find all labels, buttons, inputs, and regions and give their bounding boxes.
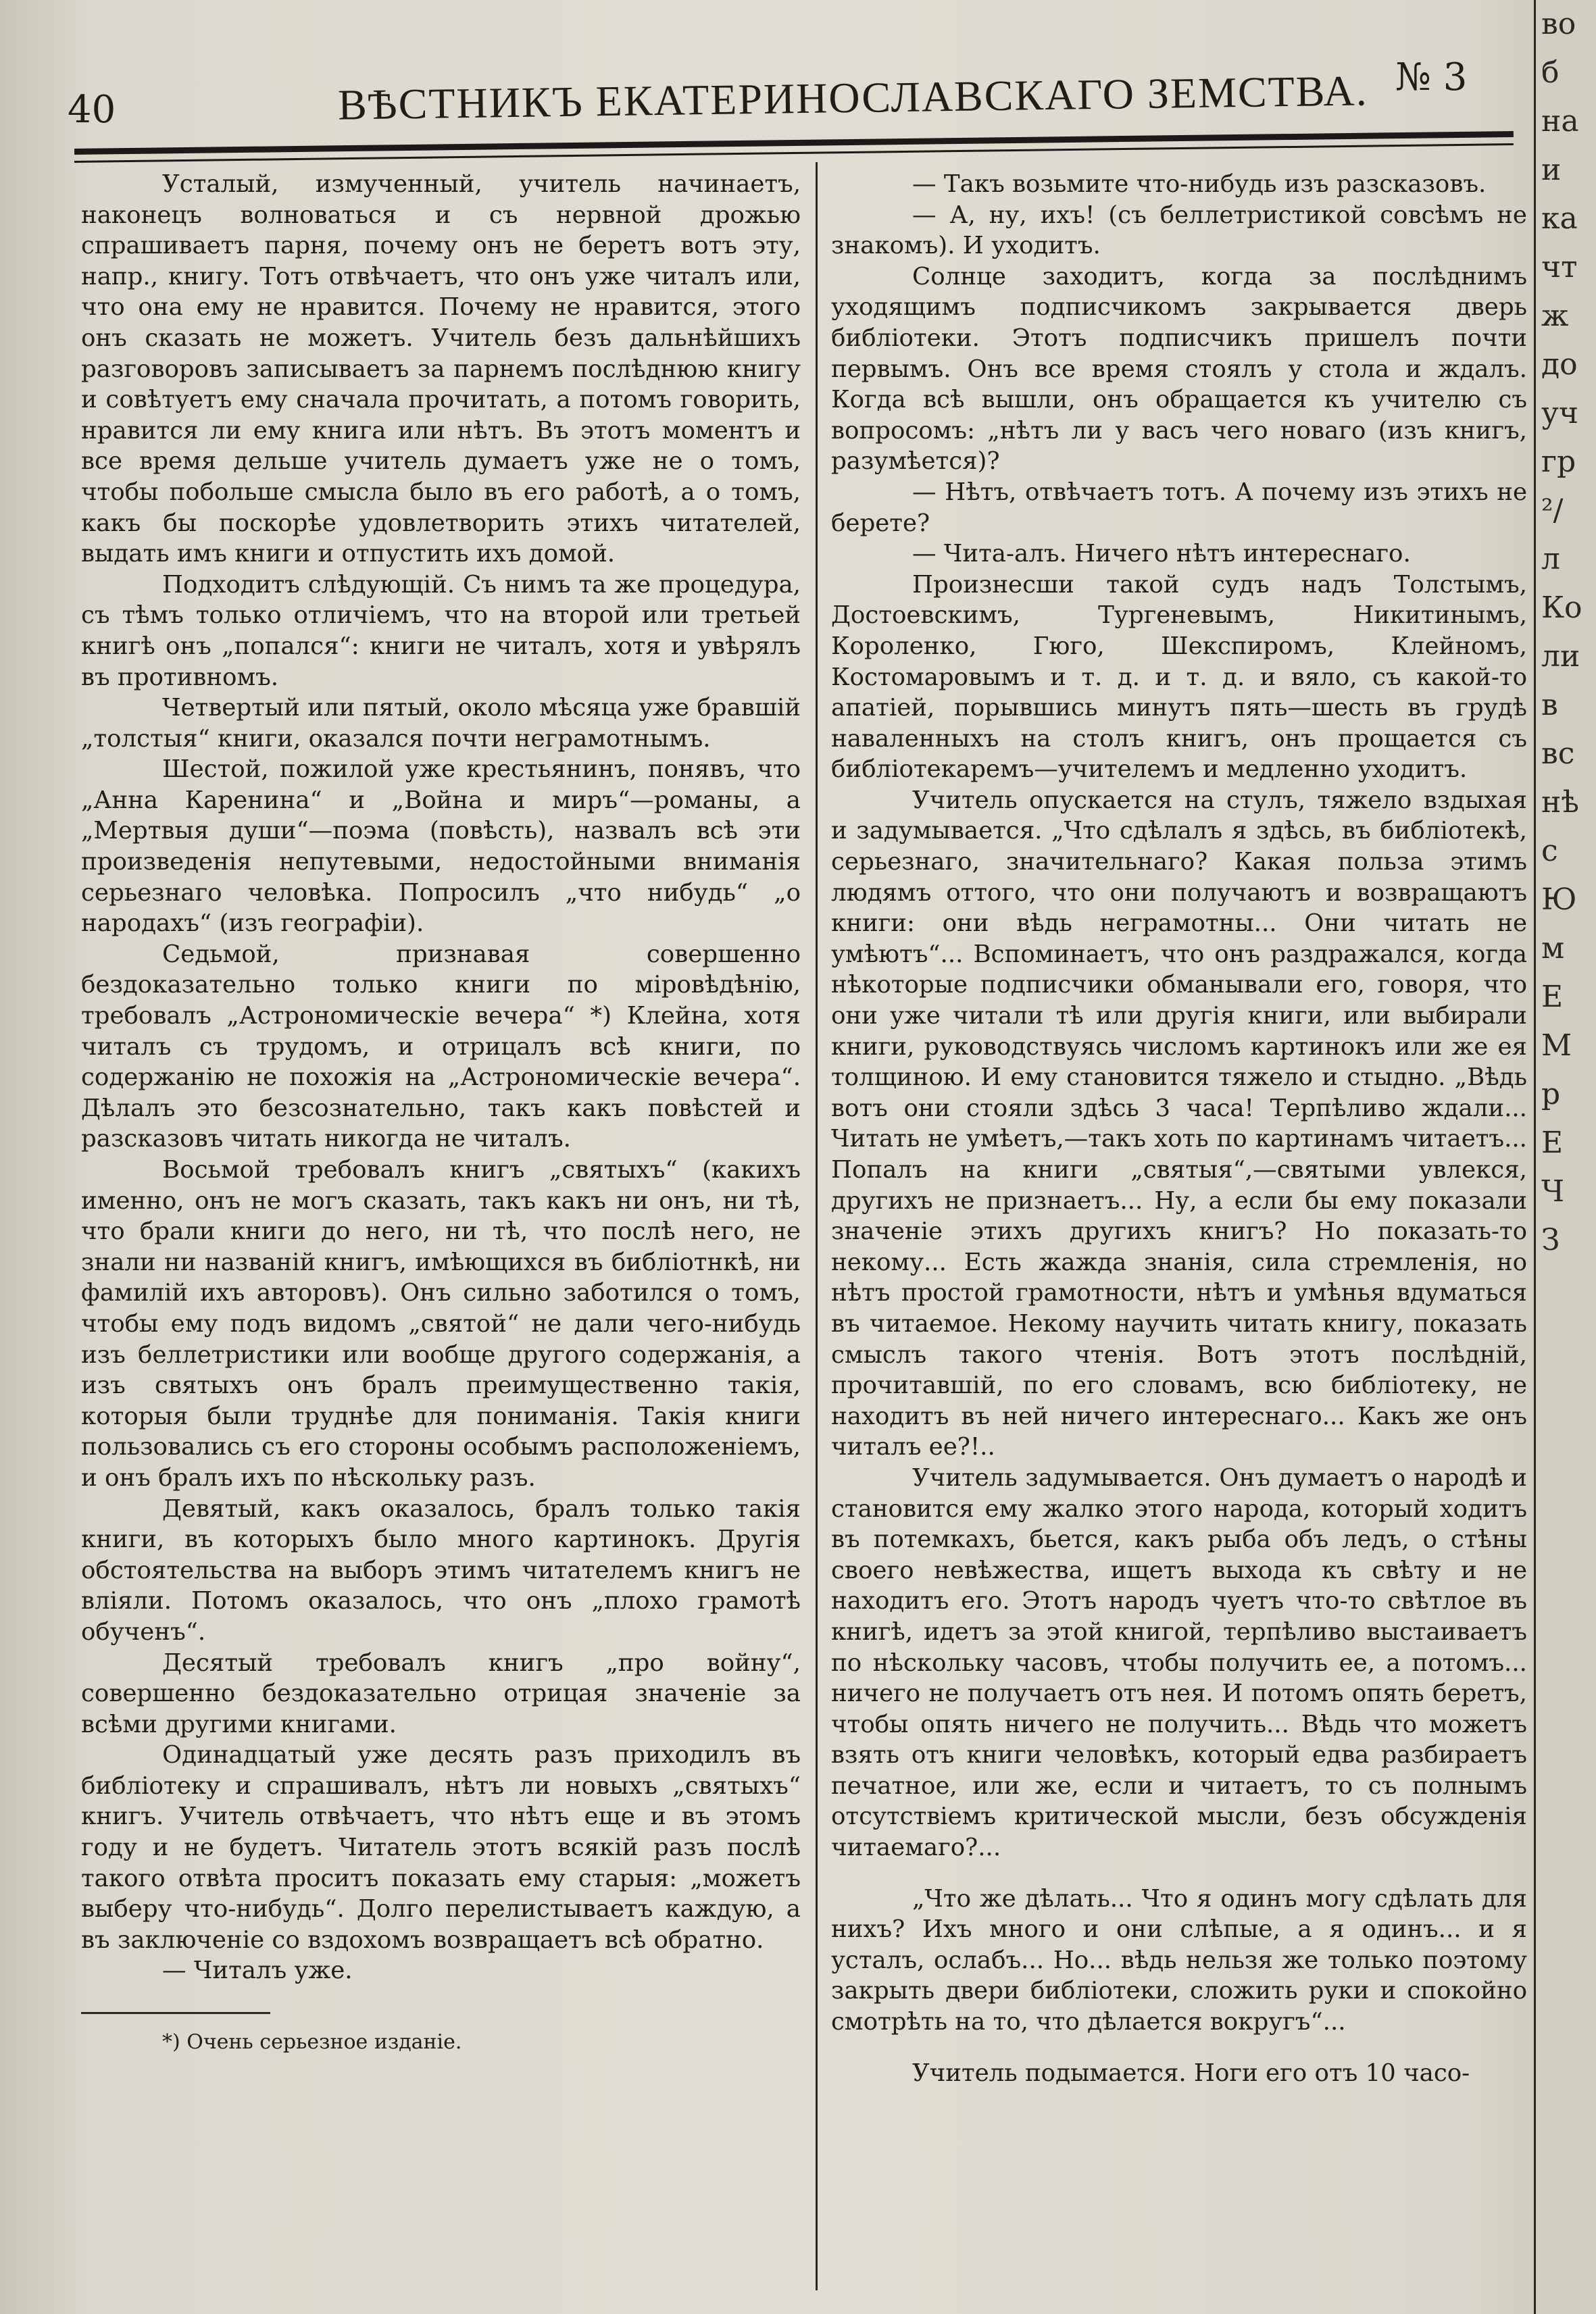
edge-fragment: Е [1541, 980, 1564, 1014]
paragraph-gap [831, 1863, 1527, 1884]
edge-fragment: до [1541, 347, 1578, 382]
paragraph: Солнце заходитъ, когда за послѣднимъ уходящимъ подписчикомъ закрывается дверь библіотеки. Этотъ подписчикъ пришелъ почти первымъ. Онъ все время стоялъ у стола и ждалъ. Когда всѣ вышли, онъ обращается къ учителю съ вопросомъ: „нѣтъ ли у васъ чего новаго (изъ книгъ, разумѣется)? [831, 262, 1527, 476]
issue-number: № 3 [1395, 55, 1468, 99]
edge-fragment: р [1541, 1077, 1561, 1111]
edge-fragment: ж [1541, 299, 1569, 333]
edge-fragment: в [1541, 688, 1558, 722]
edge-fragment: чт [1541, 250, 1578, 284]
edge-fragment: Ч [1541, 1174, 1565, 1209]
closing-reply: — Читалъ уже. [162, 1957, 353, 1985]
paragraph: Восьмой требовалъ книгъ „святыхъ“ (какихъ именно, онъ не могъ сказать, такъ какъ ни онъ, ни тѣ, что брали книги до него, ни тѣ, что послѣ него, не знали ни названій книгъ, имѣющихся въ библіотнкѣ, ни фамилій ихъ авторовъ). Онъ сильно заботился о томъ, чтобы ему подъ видомъ „святой“ не дали чего-нибудь изъ беллетристики или вообще другого содержанія, а изъ святыхъ онъ бралъ преимущественно такія, которыя были труднѣе для пониманія. Такія книги пользовались съ его стороны особымъ расположеніемъ, и онъ бралъ ихъ по нѣскольку разъ. [81, 1156, 801, 1492]
edge-fragment: с [1541, 834, 1558, 868]
paragraph: Учитель опускается на стулъ, тяжело вздыхая и задумывается. „Что сдѣлалъ я здѣсь, въ библіотекѣ, серьезнаго, значительнаго? Какая польза этимъ людямъ оттого, что они получаютъ и возвращаютъ книги: они вѣдь неграмотны... Они читать не умѣютъ“... Вспоминаетъ, что онъ раздражался, когда нѣкоторые подписчики обманывали его, говоря, что они уже читали тѣ или другія книги, или выбирали книги, руководствуясь числомъ картинокъ или же ея толщиною. И ему становится тяжело и стыдно. „Вѣдь вотъ они стояли здѣсь 3 часа! Терпѣливо ждали... Читать не умѣетъ,—такъ хоть по картинамъ читаетъ... Попалъ на книги „святыя“,—святыми увлекся, другихъ не признаетъ... Ну, а если бы ему показали значеніе этихъ другихъ книгъ? Но показать-то некому... Есть жажда знанія, сила стремленія, но нѣтъ простой грамотности, нѣтъ и умѣнья вдуматься въ читаемое. Некому научить читать книгу, показать смыслъ такого чтенія. Вотъ этотъ послѣдній, прочитавшій, по его словамъ, всю библіотеку, не находитъ въ ней ничего интереснаго... Какъ же онъ читалъ ее?!.. [831, 786, 1527, 1461]
paragraph: Подходитъ слѣдующій. Съ нимъ та же процедура, съ тѣмъ только отличіемъ, что на второй или третьей книгѣ онъ „попался“: книги не читалъ, хотя и увѣрялъ въ противномъ. [81, 570, 801, 691]
paragraph: Учитель задумывается. Онъ думаетъ о народѣ и становится ему жалко этого народа, который ходитъ въ потемкахъ, бьется, какъ рыба объ ледъ, о стѣны своего невѣжества, ищетъ выхода къ свѣту и не находитъ его. Этотъ народъ чуетъ что-то свѣтлое въ книгѣ, идетъ за этой книгой, терпѣливо выстаиваетъ по нѣскольку часовъ, чтобы получить ее, а потомъ... ничего не получаетъ отъ нея. И потомъ опять беретъ, чтобы опять ничего не получить... Вѣдь что можетъ взять отъ книги человѣкъ, который едва разбираетъ печатное, или же, если и читаетъ, то съ полнымъ отсутствіемъ критической мысли, безъ обсужденія читаемаго?... [831, 1463, 1527, 1862]
edge-fragment: б [1541, 55, 1560, 90]
edge-fragment: Е [1541, 1126, 1564, 1160]
edge-fragment: л [1541, 542, 1560, 576]
paragraph: Учитель подымается. Ноги его отъ 10 часо- [912, 2059, 1470, 2087]
paragraph: „Что же дѣлать... Что я одинъ могу сдѣлать для нихъ? Ихъ много и они слѣпые, а я одинъ... и я усталъ, ослабъ... Но... вѣдь нельзя же только поэтому закрыть двери библіотеки, сложить руки и спокойно смотрѣть на то, что дѣлается вокругъ“... [831, 1884, 1527, 2036]
paragraph: Усталый, измученный, учитель начинаетъ, наконецъ волноваться и съ нервной дрожью спрашиваетъ парня, почему онъ не беретъ вотъ эту, напр., книгу. Тотъ отвѣчаетъ, что онъ уже читалъ или, что она ему не нравится. Почему не нравится, этого онъ сказать не можетъ. Учитель безъ дальнѣйшихъ разговоровъ записываетъ за парнемъ послѣднюю книгу и совѣтуетъ ему сначала прочитать, а потомъ говорить, нравится ли ему книга или нѣтъ. Въ этотъ моментъ и все время дельше учитель думаетъ уже не о томъ, чтобы побольше смысла было въ его работѣ, а о томъ, какъ бы поскорѣе удовлетворить этихъ читателей, выдать имъ книги и отпустить ихъ домой. [81, 170, 801, 568]
edge-fragment: ка [1541, 201, 1578, 236]
edge-fragment: Ко [1541, 590, 1582, 625]
edge-fragment: ²/ [1541, 493, 1564, 528]
edge-fragment: нѣ [1541, 785, 1579, 820]
right-column [831, 169, 1527, 2088]
paragraph-gap [831, 2038, 1527, 2058]
paragraph: Шестой, пожилой уже крестьянинъ, понявъ, что „Анна Каренина“ и „Война и миръ“—романы, а „Мертвыя души“—поэма (повѣсть), назвалъ всѣ эти произведенія непутевыми, недостойными вниманія серьезнаго человѣка. Попросилъ „что нибудь“ „о народахъ“ (изъ географіи). [81, 755, 801, 938]
page-number: 40 [68, 88, 116, 132]
edge-fragment: вс [1541, 736, 1575, 771]
edge-fragment: уч [1541, 396, 1578, 430]
paragraph: Произнесши такой судъ надъ Толстымъ, Достоевскимъ, Тургеневымъ, Никитинымъ, Короленко, Гюго, Шекспиромъ, Клейномъ, Костомаровымъ и т. д. и т. д. и вяло, съ какой-то апатіей, порывшись минутъ пять—шесть въ грудѣ наваленныхъ на столъ книгъ, онъ прощается съ библіотекаремъ—учителемъ и медленно уходитъ. [831, 570, 1527, 784]
edge-fragment: гр [1541, 445, 1576, 479]
edge-fragment: м [1541, 931, 1565, 965]
edge-fragment: и [1541, 153, 1562, 187]
paragraph: — А, ну, ихъ! (съ беллетристикой совсѣмъ не знакомъ). И уходитъ. [831, 201, 1527, 260]
journal-title: ВѢСТНИКЪ ЕКАТЕРИНОСЛАВСКАГО ЗЕМСТВА. [337, 66, 1369, 129]
footnote: *) Очень серьезное изданіе. [162, 2030, 462, 2055]
paragraph: — Такъ возьмите что-нибудь изъ разсказовъ. [912, 170, 1487, 198]
edge-fragment: ли [1541, 639, 1580, 674]
edge-fragment: во [1541, 7, 1576, 41]
edge-fragment: З [1541, 1223, 1560, 1257]
paragraph: Четвертый или пятый, около мѣсяца уже бравшій „толстыя“ книги, оказался почти неграмотнымъ. [81, 694, 801, 753]
edge-fragment: на [1541, 104, 1579, 139]
header-rule-thick [74, 131, 1514, 155]
paragraph: Десятый требовалъ книгъ „про войну“, совершенно бездоказательно отрицая значеніе за всѣми другими книгами. [81, 1649, 801, 1738]
paragraph: Седьмой, признавая совершенно бездоказательно только книги по міровѣдѣнію, требовалъ „Астрономическіе вечера“ *) Клейна, хотя читалъ съ трудомъ, и отрицалъ всѣ книги, по содержанію не похожія на „Астрономическіе вечера“. Дѣлалъ это безсознательно, такъ какъ повѣстей и разсказовъ читать никогда не читалъ. [81, 940, 801, 1153]
column-divider [816, 162, 818, 2290]
footnote-rule [81, 2012, 270, 2014]
paragraph: Девятый, какъ оказалось, бралъ только такія книги, въ которыхъ было много картинокъ. Другія обстоятельства на выборъ этимъ читателемъ книгъ не вліяли. Потомъ оказалось, что онъ „плохо грамотѣ обученъ“. [81, 1494, 801, 1646]
paragraph: — Нѣтъ, отвѣчаетъ тотъ. А почему изъ этихъ не берете? [831, 478, 1527, 537]
adjacent-page-edge [1534, 0, 1596, 2314]
paragraph: Одинадцатый уже десять разъ приходилъ въ библіотеку и спрашивалъ, нѣтъ ли новыхъ „святыхъ“ книгъ. Учитель отвѣчаетъ, что нѣтъ еще и въ этомъ году и не будетъ. Читатель этотъ всякій разъ послѣ такого отвѣта проситъ показать ему старыя: „можетъ выберу что-нибудь“. Долго перелистываетъ каждую, а въ заключеніе со вздохомъ возвращаетъ всѣ обратно. [81, 1741, 801, 1954]
edge-fragment: М [1541, 1028, 1572, 1063]
edge-fragment: Ю [1541, 882, 1577, 917]
left-column [81, 169, 801, 2056]
paragraph: — Чита-алъ. Ничего нѣтъ интереснаго. [912, 540, 1411, 568]
